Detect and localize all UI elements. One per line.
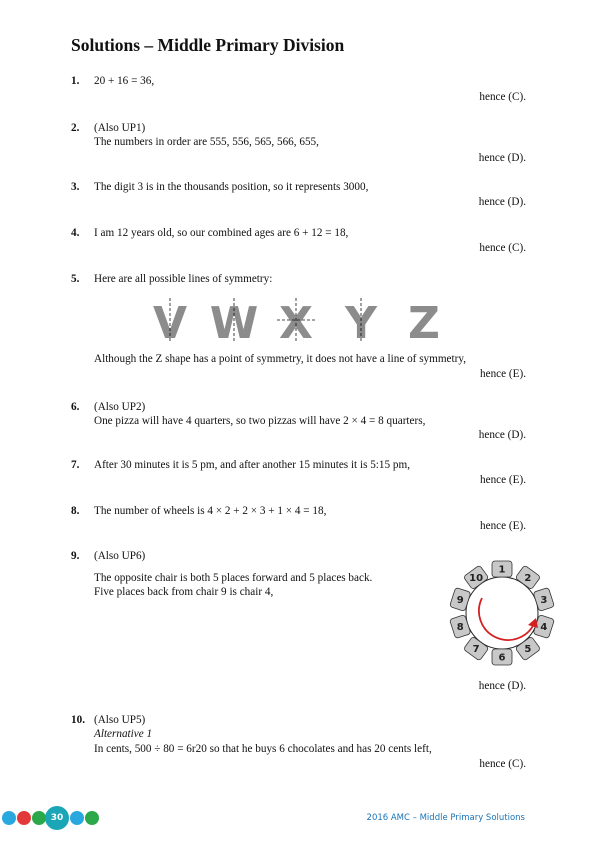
- solution-1: [71, 74, 526, 114]
- solution-text: The digit 3 is in the thousands position, so it represents 3000,: [94, 181, 369, 193]
- solution-6: [71, 400, 526, 450]
- solution-text: In cents, 500 ÷ 80 = 6r20 so that he buys 6 chocolates and has 20 cents left,: [94, 743, 432, 755]
- answer-text: hence (C).: [479, 758, 526, 770]
- footer-dot: [32, 811, 46, 825]
- chair-label: 8: [456, 622, 464, 634]
- solution-7: [71, 458, 526, 498]
- answer-text: hence (C).: [479, 91, 526, 103]
- answer-text: hence (C).: [479, 242, 526, 254]
- solution-number: 9.: [71, 550, 80, 562]
- alternative-label: Alternative 1: [94, 728, 153, 740]
- answer-text: hence (E).: [480, 368, 526, 380]
- solution-number: 7.: [71, 459, 80, 471]
- table-circle: [466, 577, 538, 649]
- solution-text: Five places back from chair 9 is chair 4,: [94, 586, 274, 598]
- answer-text: hence (E).: [480, 474, 526, 486]
- solution-8: [71, 504, 526, 544]
- solution-4: [71, 226, 526, 266]
- also-note: (Also UP5): [94, 714, 146, 726]
- chair-label: 3: [540, 594, 548, 606]
- also-note: (Also UP6): [94, 550, 146, 562]
- solution-number: 6.: [71, 401, 80, 413]
- chair-label: 2: [524, 572, 532, 584]
- letter-x: X: [279, 298, 313, 342]
- solution-3: [71, 180, 526, 220]
- solution-2: [71, 121, 526, 171]
- also-note: (Also UP1): [94, 122, 146, 134]
- solution-number: 4.: [71, 227, 80, 239]
- chair-label: 5: [524, 644, 532, 656]
- solution-text: The opposite chair is both 5 places forward and 5 places back.: [94, 572, 373, 584]
- answer-text: hence (E).: [480, 520, 526, 532]
- solution-text: 20 + 16 = 36,: [94, 75, 155, 87]
- answer-text: hence (D).: [478, 429, 526, 441]
- footer-dot: [2, 811, 16, 825]
- solution-text: Although the Z shape has a point of symmetry, it does not have a line of symmetry,: [94, 353, 467, 365]
- letter-v: V: [152, 298, 188, 342]
- chair-label: 1: [498, 564, 506, 576]
- solution-text: The number of wheels is 4 × 2 + 2 × 3 + 1 × 4 = 18,: [94, 505, 327, 517]
- answer-text: hence (D).: [478, 196, 526, 208]
- footer-dot: [85, 811, 99, 825]
- footer-title: 2016 AMC – Middle Primary Solutions: [366, 813, 525, 823]
- chair-label: 6: [498, 652, 506, 664]
- also-note: (Also UP2): [94, 401, 146, 413]
- solution-text: After 30 minutes it is 5 pm, and after another 15 minutes it is 5:15 pm,: [94, 459, 410, 471]
- solution-text: One pizza will have 4 quarters, so two pizzas will have 2 × 4 = 8 quarters,: [94, 415, 426, 427]
- page-number: 30: [45, 806, 69, 830]
- answer-text: hence (D).: [478, 680, 526, 692]
- symmetry-letters-figure: [150, 298, 450, 342]
- letter-w: W: [209, 298, 259, 342]
- chair-label: 10: [469, 572, 484, 584]
- solution-number: 10.: [71, 714, 85, 726]
- solution-text: The numbers in order are 555, 556, 565, 566, 655,: [94, 136, 319, 148]
- chair-label: 7: [472, 644, 480, 656]
- page-title: Solutions – Middle Primary Division: [71, 35, 345, 55]
- chairs-circle-figure: [440, 558, 564, 668]
- solution-number: 1.: [71, 75, 80, 87]
- answer-text: hence (D).: [478, 152, 526, 164]
- solution-number: 3.: [71, 181, 80, 193]
- footer-dot: [17, 811, 31, 825]
- solution-text: I am 12 years old, so our combined ages are 6 + 12 = 18,: [94, 227, 349, 239]
- chair-label: 9: [456, 594, 464, 606]
- footer-dot: [70, 811, 84, 825]
- solution-number: 2.: [71, 122, 80, 134]
- letter-z: Z: [408, 298, 440, 342]
- solution-text: Here are all possible lines of symmetry:: [94, 273, 273, 285]
- chair-label: 4: [540, 622, 548, 634]
- letter-y: Y: [345, 298, 377, 342]
- solution-number: 5.: [71, 273, 80, 285]
- solution-10: [71, 713, 526, 773]
- solution-number: 8.: [71, 505, 80, 517]
